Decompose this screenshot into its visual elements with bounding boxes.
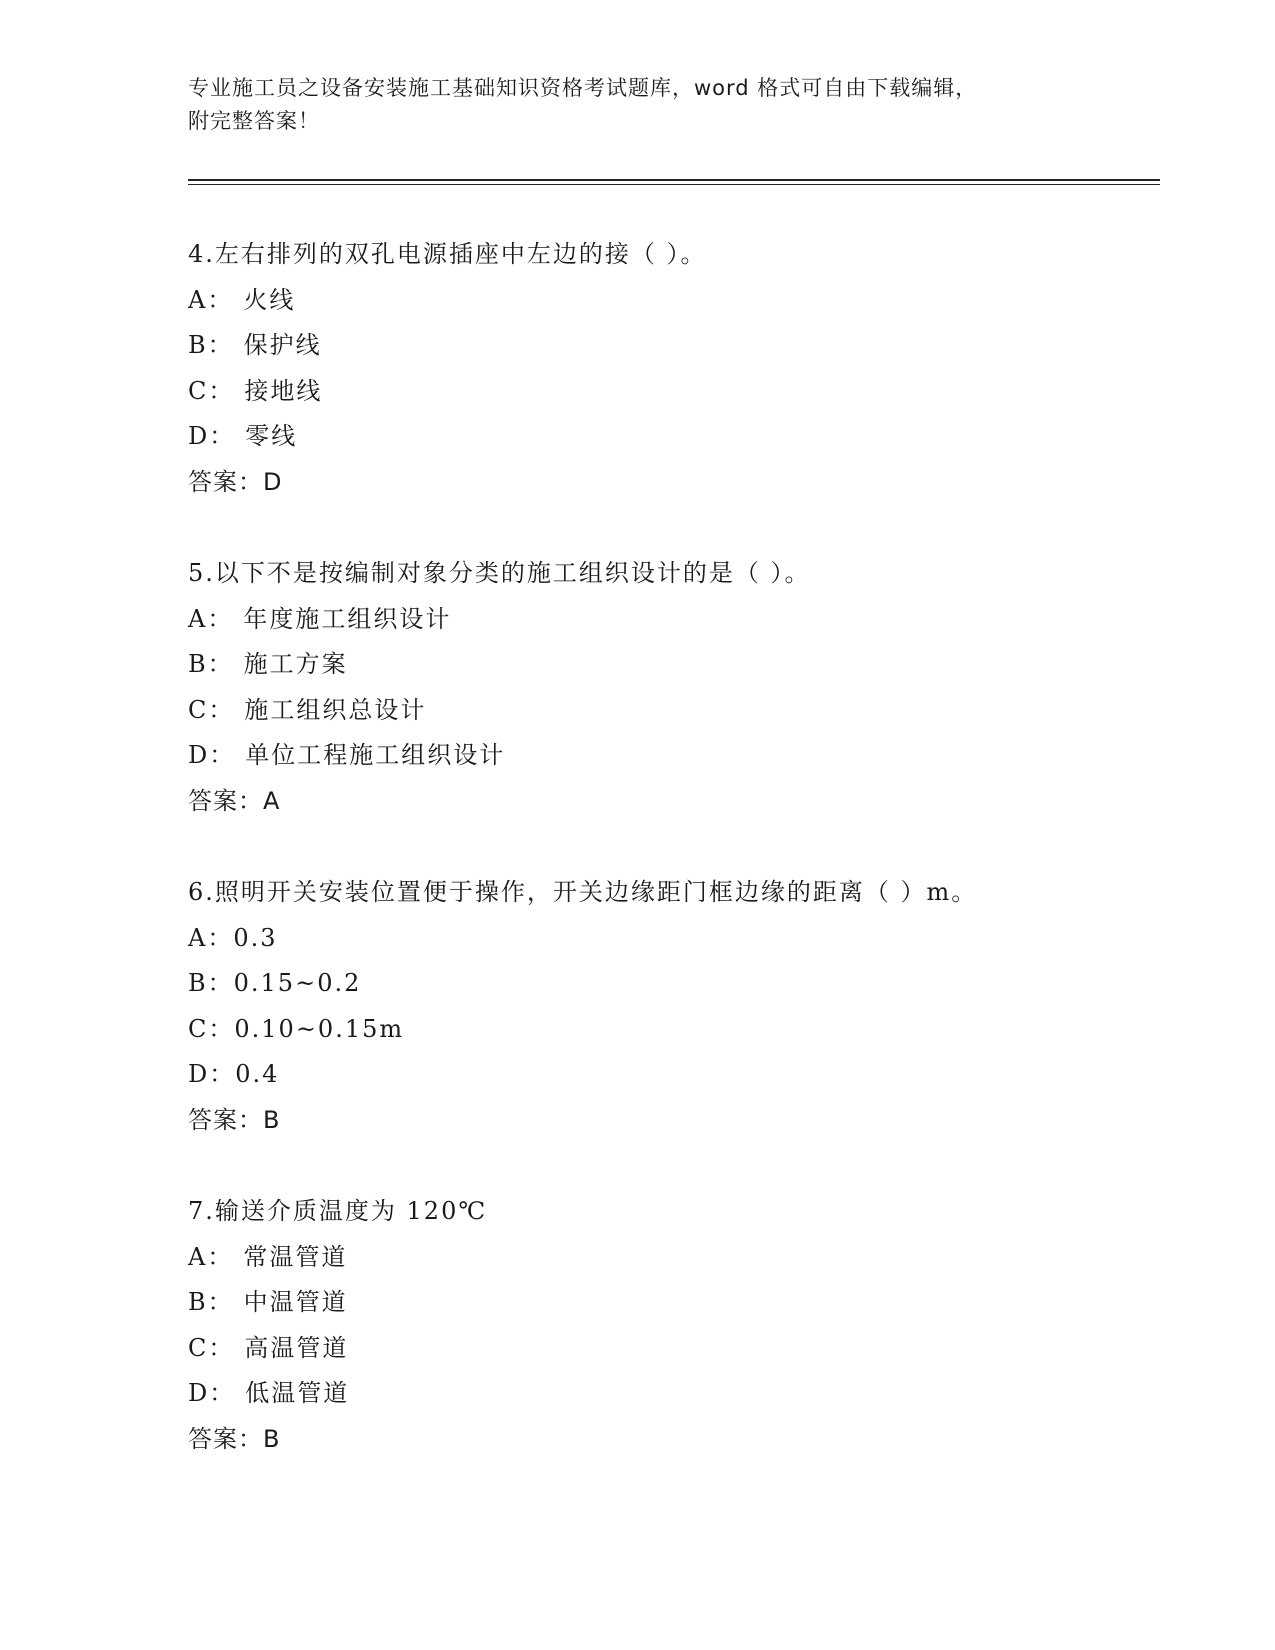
question-stem: 7.输送介质温度为 120℃ xyxy=(188,1197,488,1225)
answer-line: 答案：B xyxy=(188,1424,281,1453)
option-separator: ： xyxy=(208,376,235,405)
option-a xyxy=(188,278,1168,324)
option-letter: A xyxy=(188,1242,208,1271)
option-letter: A xyxy=(188,604,208,633)
option-letter: D xyxy=(188,422,210,450)
option-separator: ： xyxy=(207,604,234,633)
option-separator: ： xyxy=(207,650,234,678)
option-letter: B xyxy=(188,969,208,997)
option-text: 0.4 xyxy=(235,1060,280,1088)
option-letter: D xyxy=(188,1060,210,1088)
option-d xyxy=(188,1052,1168,1098)
option-text: 低温管道 xyxy=(245,1379,350,1407)
option-separator: ： xyxy=(209,422,236,450)
option-separator: ： xyxy=(207,923,234,952)
option-letter: C xyxy=(188,695,209,724)
option-c xyxy=(188,688,1168,734)
option-text: 施工组织总设计 xyxy=(244,695,427,724)
option-letter: B xyxy=(188,1288,208,1316)
option-d xyxy=(188,414,1168,460)
option-letter: C xyxy=(188,1333,209,1362)
option-letter: D xyxy=(188,1379,210,1407)
option-letter: C xyxy=(188,376,209,405)
option-text: 保护线 xyxy=(243,331,322,359)
option-separator: ： xyxy=(208,1014,235,1043)
question-stem: 6.照明开关安装位置便于操作，开关边缘距门框边缘的距离（ ）m。 xyxy=(188,878,978,906)
option-text: 0.3 xyxy=(233,923,278,952)
option-text: 零线 xyxy=(245,422,298,450)
option-text: 年度施工组织设计 xyxy=(243,604,452,633)
option-c xyxy=(188,1007,1168,1053)
option-separator: ： xyxy=(209,741,236,769)
option-text: 单位工程施工组织设计 xyxy=(245,741,506,769)
option-c xyxy=(188,1326,1168,1372)
option-separator: ： xyxy=(207,331,234,359)
option-separator: ： xyxy=(209,1060,236,1088)
option-text: 中温管道 xyxy=(243,1288,348,1316)
option-letter: D xyxy=(188,741,210,769)
option-a xyxy=(188,916,1168,962)
option-text: 常温管道 xyxy=(243,1242,348,1271)
option-letter: A xyxy=(188,923,208,952)
option-separator: ： xyxy=(207,969,234,997)
question-stem: 4.左右排列的双孔电源插座中左边的接（ ）。 xyxy=(188,240,707,268)
question-4 xyxy=(188,232,1168,505)
header-divider xyxy=(188,179,1160,185)
option-letter: A xyxy=(188,285,208,314)
option-a xyxy=(188,597,1168,643)
option-d xyxy=(188,1371,1168,1417)
question-6 xyxy=(188,870,1168,1143)
header-line-1: 专业施工员之设备安装施工基础知识资格考试题库，word 格式可自由下载编辑， xyxy=(188,76,978,100)
option-b xyxy=(188,642,1168,688)
question-stem: 5.以下不是按编制对象分类的施工组织设计的是（ ）。 xyxy=(188,559,811,587)
option-text: 高温管道 xyxy=(244,1333,349,1362)
option-b xyxy=(188,961,1168,1007)
document-header xyxy=(188,72,1088,138)
answer-line: 答案：A xyxy=(188,786,281,815)
option-text: 施工方案 xyxy=(243,650,348,678)
option-b xyxy=(188,1280,1168,1326)
question-7 xyxy=(188,1189,1168,1462)
option-separator: ： xyxy=(207,1288,234,1316)
option-c xyxy=(188,369,1168,415)
question-list xyxy=(188,232,1168,1508)
option-letter: B xyxy=(188,650,208,678)
option-text: 0.10~0.15m xyxy=(234,1014,405,1043)
option-b xyxy=(188,323,1168,369)
option-separator: ： xyxy=(209,1379,236,1407)
option-separator: ： xyxy=(207,1242,234,1271)
option-text: 火线 xyxy=(243,285,296,314)
option-text: 0.15~0.2 xyxy=(233,969,362,997)
answer-line: 答案：D xyxy=(188,467,283,496)
option-a xyxy=(188,1235,1168,1281)
answer-line: 答案：B xyxy=(188,1105,281,1134)
question-5 xyxy=(188,551,1168,824)
option-letter: B xyxy=(188,331,208,359)
option-d xyxy=(188,733,1168,779)
option-separator: ： xyxy=(208,1333,235,1362)
option-separator: ： xyxy=(208,695,235,724)
option-text: 接地线 xyxy=(244,376,323,405)
header-line-2: 附完整答案！ xyxy=(188,109,320,133)
option-letter: C xyxy=(188,1014,209,1043)
option-separator: ： xyxy=(207,285,234,314)
